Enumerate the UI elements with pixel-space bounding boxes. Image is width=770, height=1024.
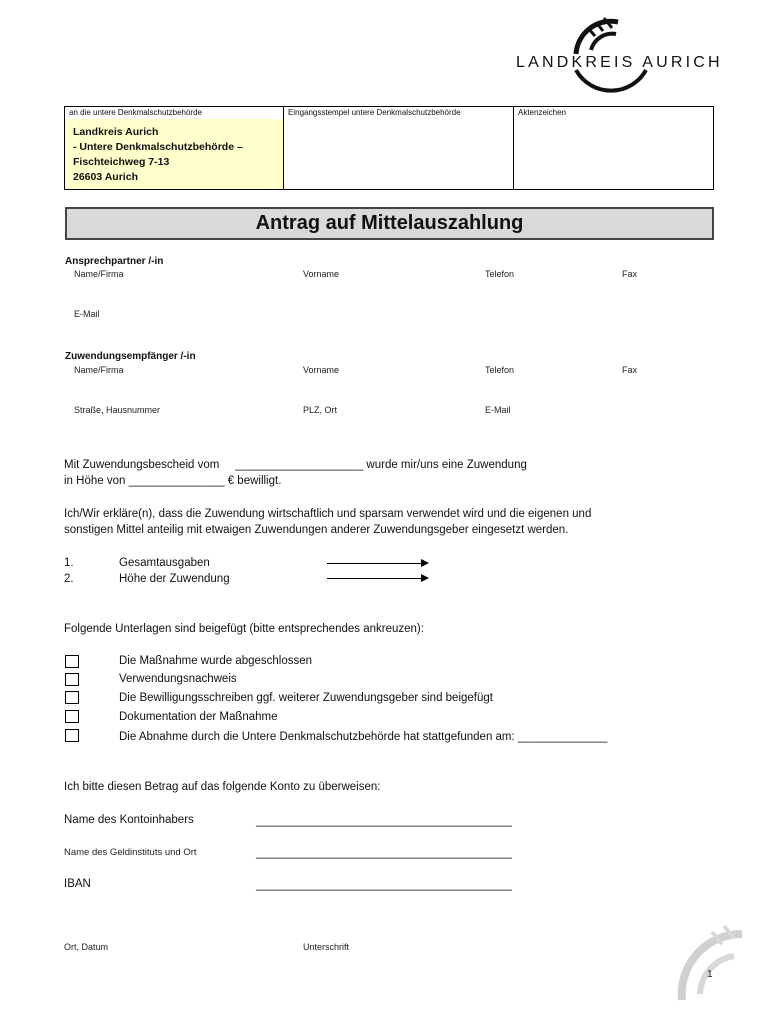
recipient-authority-cell xyxy=(65,107,284,189)
amount-number: 1. xyxy=(64,557,74,569)
bank-institute-label: Name des Geldinstituts und Ort xyxy=(64,847,197,858)
recipient-zip-label: PLZ, Ort xyxy=(303,405,338,415)
file-number-label: Aktenzeichen xyxy=(518,108,567,117)
arrow-right-icon xyxy=(327,563,427,564)
address-line: Fischteichweg 7-13 xyxy=(73,156,170,168)
contact-heading: Ansprechpartner /-in xyxy=(65,256,164,267)
page-title: Antrag auf Mittelauszahlung xyxy=(65,207,714,240)
iban-field[interactable]: ________________________________________ xyxy=(256,879,512,891)
grant-amount-label: Höhe der Zuwendung xyxy=(119,573,230,585)
recipient-authority-label: an die untere Denkmalschutzbehörde xyxy=(69,108,202,117)
recipient-street-label: Straße, Hausnummer xyxy=(74,405,161,415)
recipient-heading: Zuwendungsempfänger /-in xyxy=(65,351,196,362)
attachments-intro: Folgende Unterlagen sind beigefügt (bitte entsprechendes ankreuzen): xyxy=(64,623,424,635)
entry-stamp-label: Eingangsstempel untere Denkmalschutzbehörde xyxy=(288,108,461,117)
authority-address xyxy=(65,119,283,189)
account-holder-field[interactable]: ________________________________________ xyxy=(256,815,512,827)
address-line: 26603 Aurich xyxy=(73,171,138,183)
address-line: - Untere Denkmalschutzbehörde – xyxy=(73,141,243,153)
checkbox-documentation[interactable] xyxy=(65,710,79,723)
checkbox-proof-of-use[interactable] xyxy=(65,673,79,686)
contact-firstname-label: Vorname xyxy=(303,269,340,279)
declaration-line-2: sonstigen Mittel anteilig mit etwaigen Zuwendungen anderer Zuwendungsgeber eingesetzt werden. xyxy=(64,524,569,536)
attachment-label: Verwendungsnachweis xyxy=(119,673,237,685)
contact-email-label: E-Mail xyxy=(74,309,100,319)
attachment-label: Die Maßnahme wurde abgeschlossen xyxy=(119,655,313,667)
contact-fax-label: Fax xyxy=(622,269,638,279)
checkbox-measure-completed[interactable] xyxy=(65,655,79,668)
logo-watermark-icon xyxy=(672,922,752,1002)
page-number: 1 xyxy=(707,969,713,980)
address-line: Landkreis Aurich xyxy=(73,126,159,138)
recipient-firstname-label: Vorname xyxy=(303,365,340,375)
place-date-label: Ort, Datum xyxy=(64,942,109,952)
grant-notice-line: Mit Zuwendungsbescheid vom ____________________ wurde mir/uns eine Zuwendung xyxy=(64,459,527,471)
attachment-label: Die Bewilligungsschreiben ggf. weiterer Zuwendungsgeber sind beigefügt xyxy=(119,692,493,704)
grant-amount-line: in Höhe von _______________ € bewilligt. xyxy=(64,475,282,487)
recipient-fax-label: Fax xyxy=(622,365,638,375)
contact-phone-label: Telefon xyxy=(485,269,515,279)
bank-intro: Ich bitte diesen Betrag auf das folgende Konto zu überweisen: xyxy=(64,781,381,793)
checkbox-acceptance[interactable] xyxy=(65,729,79,742)
signature-label: Unterschrift xyxy=(303,942,350,952)
contact-name-label: Name/Firma xyxy=(74,269,124,279)
account-holder-label: Name des Kontoinhabers xyxy=(64,814,194,826)
total-expenses-label: Gesamtausgaben xyxy=(119,557,210,569)
iban-label: IBAN xyxy=(64,878,91,890)
attachment-label: Dokumentation der Maßnahme xyxy=(119,711,278,723)
checkbox-approval-letters[interactable] xyxy=(65,691,79,704)
bank-institute-field[interactable]: ________________________________________ xyxy=(256,847,512,859)
attachment-label: Die Abnahme durch die Untere Denkmalschutzbehörde hat stattgefunden am: ______________ xyxy=(119,731,608,743)
logo-text: LANDKREIS AURICH xyxy=(516,54,723,71)
recipient-email-label: E-Mail xyxy=(485,405,511,415)
file-number-cell[interactable] xyxy=(514,107,713,189)
arrow-right-icon xyxy=(327,578,427,579)
recipient-phone-label: Telefon xyxy=(485,365,515,375)
amount-number: 2. xyxy=(64,573,74,585)
recipient-name-label: Name/Firma xyxy=(74,365,124,375)
declaration-line-1: Ich/Wir erkläre(n), dass die Zuwendung wirtschaftlich und sparsam verwendet wird und die eigenen und xyxy=(64,508,592,520)
header-table xyxy=(64,106,714,190)
entry-stamp-cell[interactable] xyxy=(284,107,514,189)
